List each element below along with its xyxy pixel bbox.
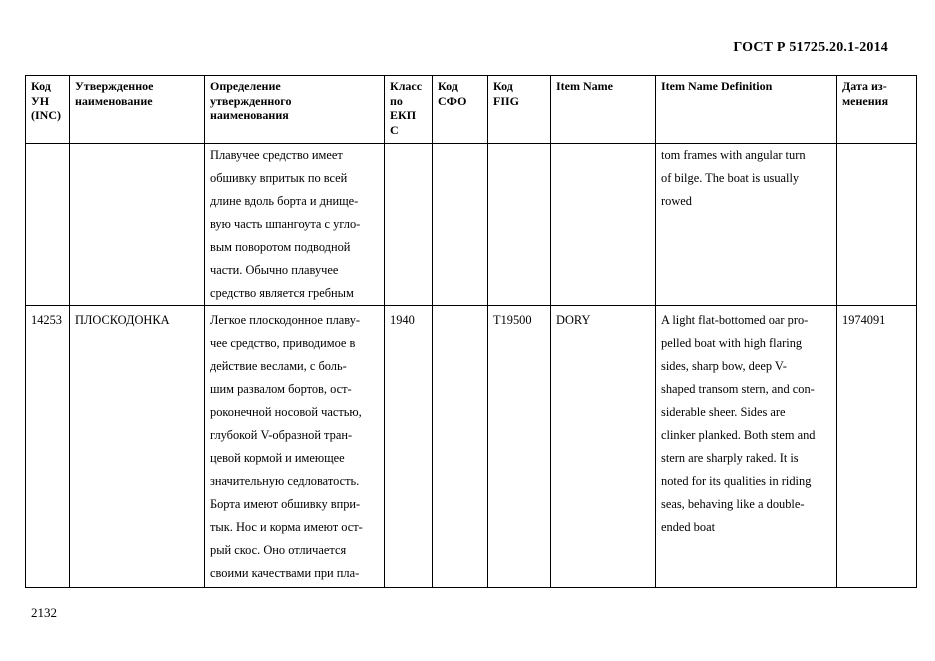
page-number: 2132 xyxy=(31,605,57,620)
table-row xyxy=(26,144,917,306)
cell-class: 1940 xyxy=(385,306,433,588)
col-header-approved-name: Утвержденное наименование xyxy=(70,76,205,144)
col-header-change-date: Дата из- менения xyxy=(837,76,917,144)
cell-item-name: DORY xyxy=(551,306,656,588)
cell-class xyxy=(385,144,433,306)
classification-table xyxy=(25,75,917,588)
cell-item-name-definition: tom frames with angular turn of bilge. The boat is usually rowed xyxy=(656,144,837,306)
cell-fiig xyxy=(488,144,551,306)
col-header-item-name: Item Name xyxy=(551,76,656,144)
col-header-sfo: Код СФО xyxy=(433,76,488,144)
cell-change-date: 1974091 xyxy=(837,306,917,588)
col-header-fiig: Код FIIG xyxy=(488,76,551,144)
cell-inc xyxy=(26,144,70,306)
cell-sfo xyxy=(433,306,488,588)
cell-definition: Плавучее средство имеет обшивку впритык по всей длине вдоль борта и днище- вую часть шпангоута с угло- вым поворотом подводной части. Обычно плавучее средство является гребным xyxy=(205,144,385,306)
col-header-class: Класс по ЕКП С xyxy=(385,76,433,144)
cell-approved-name xyxy=(70,144,205,306)
cell-item-name-definition: A light flat-bottomed oar pro- pelled boat with high flaring sides, sharp bow, deep V- shaped transom stern, and con- siderable sheer. Sides are clinker planked. Both stem and stern are sharply raked. It is noted for its qualities in riding seas, behaving like a double- ended boat xyxy=(656,306,837,588)
col-header-inc: Код УН (INC) xyxy=(26,76,70,144)
cell-fiig: T19500 xyxy=(488,306,551,588)
col-header-definition: Определение утвержденного наименования xyxy=(205,76,385,144)
cell-change-date xyxy=(837,144,917,306)
cell-definition: Легкое плоскодонное плаву- чее средство, приводимое в действие веслами, с боль- шим развалом бортов, ост- роконечной носовой частью, глубокой V-образной тран- цевой кормой и имеющее значительную седловатость. Борта имеют обшивку впри- тык. Нос и корма имеют ост- рый скос. Оно отличается своими качествами при пла- xyxy=(205,306,385,588)
cell-sfo xyxy=(433,144,488,306)
document-header: ГОСТ Р 51725.20.1-2014 xyxy=(733,40,888,55)
cell-approved-name: ПЛОСКОДОНКА xyxy=(70,306,205,588)
table-row xyxy=(26,306,917,588)
col-header-item-name-definition: Item Name Definition xyxy=(656,76,837,144)
cell-item-name xyxy=(551,144,656,306)
table-header-row xyxy=(26,76,917,144)
cell-inc: 14253 xyxy=(26,306,70,588)
